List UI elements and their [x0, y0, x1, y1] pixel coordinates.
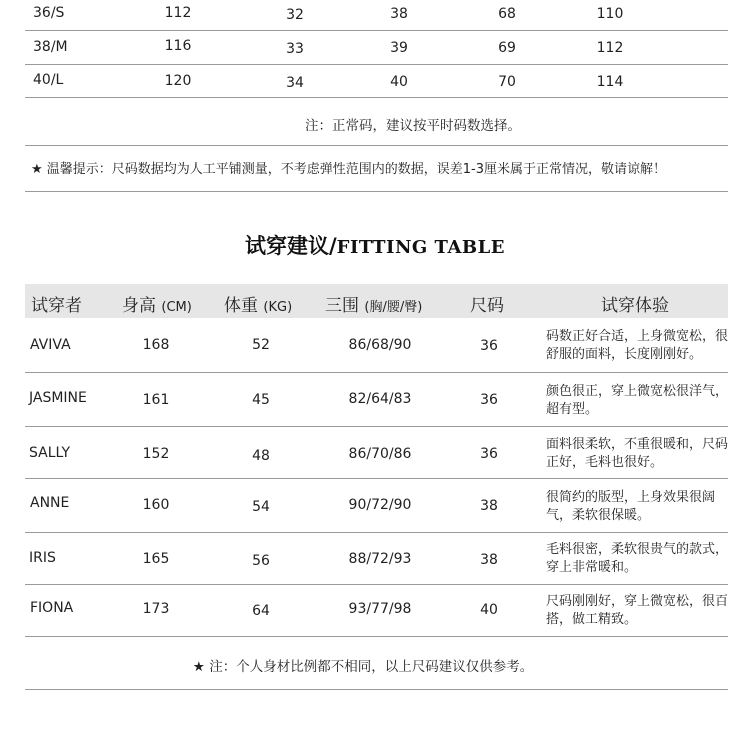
header-size: 尺码: [470, 296, 504, 316]
size-value: 38: [390, 6, 408, 22]
section-title: [0, 230, 750, 260]
tester-name: FIONA: [30, 600, 74, 616]
tester-review: 颜色很正，穿上微宽松很洋气，超有型。: [546, 384, 729, 417]
tester-name: ANNE: [30, 495, 70, 511]
tester-review: 面料很柔软，不重很暖和，尺码正好，毛料也很好。: [546, 437, 729, 470]
tester-weight: 52: [252, 337, 270, 353]
title-en: FITTING TABLE: [336, 237, 505, 258]
tester-review: 码数正好合适，上身微宽松，很舒服的面料，长度刚刚好。: [546, 329, 729, 362]
tester-bwh: 88/72/93: [348, 551, 412, 567]
divider: [25, 478, 728, 479]
size-label: 40/L: [33, 72, 64, 88]
tester-name: JASMINE: [29, 390, 87, 406]
divider: [25, 372, 728, 373]
header-weight-unit: (KG): [263, 300, 293, 315]
tester-weight: 45: [252, 392, 270, 408]
tester-weight: 56: [252, 553, 270, 569]
tester-bwh: 90/72/90: [348, 497, 412, 513]
warm-tip: ★ 温馨提示：尺码数据均为人工平铺测量，不考虑弹性范围内的数据，误差1-3厘米属于正常情况，敬请谅解！: [31, 162, 667, 177]
size-value: 68: [498, 6, 516, 22]
tester-height: 160: [142, 497, 170, 513]
title-cn: 试穿建议/: [245, 234, 337, 258]
header-height-unit: (CM): [161, 300, 192, 315]
tester-size: 36: [480, 446, 498, 462]
tester-review: 尺码刚刚好，穿上微宽松，很百搭，做工精致。: [546, 594, 729, 627]
tester-weight: 48: [252, 448, 270, 464]
tester-name: SALLY: [29, 445, 71, 461]
tester-size: 38: [480, 552, 498, 568]
tester-review: 很简约的版型，上身效果很阔气，柔软很保暖。: [546, 490, 716, 523]
size-value: 70: [498, 74, 516, 90]
tester-review: 毛料很密，柔软很贵气的款式，穿上非常暖和。: [546, 542, 729, 575]
divider: [25, 64, 728, 65]
divider: [25, 532, 728, 533]
header-experience: 试穿体验: [601, 296, 669, 316]
tester-height: 161: [142, 392, 170, 408]
header-height-label: 身高: [122, 296, 156, 316]
tester-height: 165: [142, 551, 170, 567]
size-label: 36/S: [33, 5, 65, 21]
fitting-note: ★ 注：个人身材比例都不相同，以上尺码建议仅供参考。: [192, 659, 534, 675]
header-measurements-label: 三围: [325, 296, 359, 316]
size-value: 39: [390, 40, 408, 56]
divider: [25, 30, 728, 31]
tester-bwh: 86/68/90: [348, 337, 412, 353]
tester-size: 38: [480, 498, 498, 514]
tester-height: 173: [142, 601, 170, 617]
tester-height: 168: [142, 337, 170, 353]
header-tester: 试穿者: [31, 296, 82, 316]
tester-bwh: 93/77/98: [348, 601, 412, 617]
tester-weight: 64: [252, 603, 270, 619]
size-value: 116: [164, 38, 192, 54]
size-value: 34: [286, 75, 304, 91]
header-weight: [224, 291, 292, 316]
tester-name: IRIS: [29, 550, 56, 566]
size-value: 114: [596, 74, 624, 90]
divider: [25, 689, 728, 690]
size-value: 40: [390, 74, 408, 90]
tester-weight: 54: [252, 499, 270, 515]
size-note: 注：正常码，建议按平时码数选择。: [305, 118, 521, 134]
size-value: 120: [164, 73, 192, 89]
size-label: 38/M: [33, 39, 68, 55]
divider: [25, 426, 728, 427]
tester-name: AVIVA: [30, 337, 71, 353]
divider: [25, 636, 728, 637]
tester-size: 40: [480, 602, 498, 618]
tester-size: 36: [480, 338, 498, 354]
tester-bwh: 82/64/83: [348, 391, 412, 407]
tester-height: 152: [142, 446, 170, 462]
size-value: 112: [596, 40, 624, 56]
divider: [25, 584, 728, 585]
size-value: 33: [286, 41, 304, 57]
tester-bwh: 86/70/86: [348, 446, 412, 462]
header-measurements: [325, 291, 422, 316]
divider: [25, 191, 728, 192]
size-value: 112: [164, 5, 192, 21]
tester-size: 36: [480, 392, 498, 408]
divider: [25, 97, 728, 98]
header-measurements-unit: (胸/腰/臀): [364, 300, 423, 315]
table-header: [25, 284, 728, 318]
size-value: 32: [286, 7, 304, 23]
divider: [25, 145, 728, 146]
header-height: [122, 291, 192, 316]
header-weight-label: 体重: [224, 296, 258, 316]
size-value: 110: [596, 6, 624, 22]
size-value: 69: [498, 40, 516, 56]
